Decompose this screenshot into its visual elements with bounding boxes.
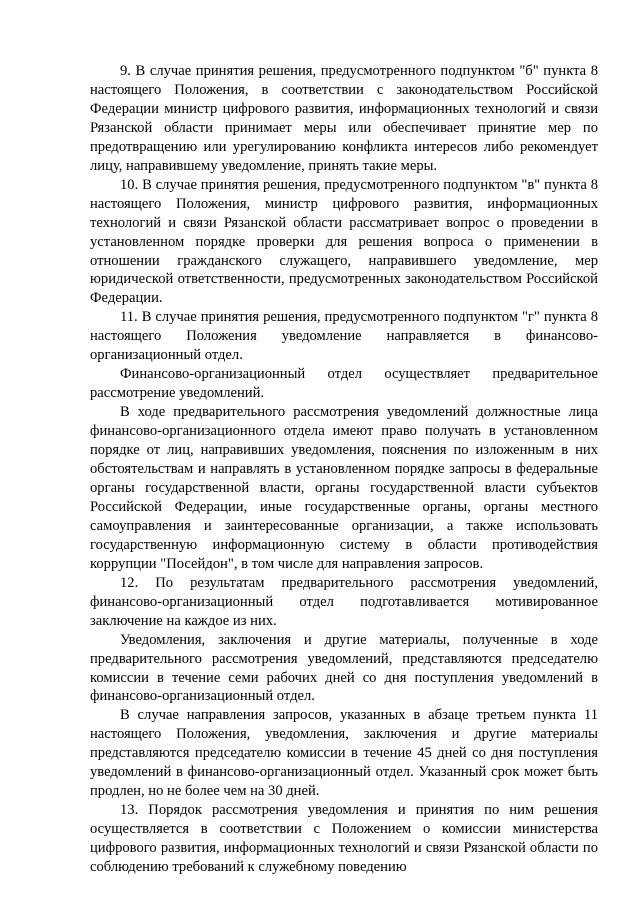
paragraph-item-12: 12. По результатам предварительного рассмотрения уведомлений, финансово-организационный отдел подготавливается мотивированное заключение на каждое из них. — [90, 574, 598, 629]
paragraph-item-9: 9. В случае принятия решения, предусмотренного подпунктом "б" пункта 8 настоящего Положения, в соответствии с законодательством Российской Федерации министр цифрового развития, информационных технологий и связи Рязанской области принимает меры или обеспечивает принятие мер по предотвращению или урегулированию конфликта интересов либо рекомендует лицу, направившему уведомление, принять такие меры. — [90, 63, 598, 174]
paragraph-review-rights: В ходе предварительного рассмотрения уведомлений должностные лица финансово-организационного отдела имеют право получать в установленном порядке от лиц, направивших уведомления, пояснения по изложенным в них обстоятельствам и направлять в установленном порядке запросы в федеральные органы государственной власти, органы государственной власти субъектов Российской Федерации, иные государственные органы, органы местного самоуправления и заинтересованные организации, а также использовать государственную информационную систему в области противодействия коррупции "Посейдон", в том числе для направления запросов. — [90, 404, 598, 572]
paragraph-materials-submission: Уведомления, заключения и другие материалы, полученные в ходе предварительного рассмотрения уведомлений, представляются председателю комиссии в течение семи рабочих дней со дня поступления уведомлений в финансово-организационный отдел. — [90, 631, 598, 705]
document-page — [90, 62, 598, 877]
paragraph-item-10: 10. В случае принятия решения, предусмотренного подпунктом "в" пункта 8 настоящего Положения, министр цифрового развития, информационных технологий и связи Рязанской области рассматривает вопрос о проведении в установленном порядке проверки для решения вопроса о применении в отношении гражданского служащего, направившего уведомление, мер юридической ответственности, предусмотренных законодательством Российской Федерации. — [90, 176, 598, 307]
paragraph-item-11: 11. В случае принятия решения, предусмотренного подпунктом "г" пункта 8 настоящего Положения уведомление направляется в финансово-организационный отдел. — [90, 309, 598, 364]
paragraph-item-13: 13. Порядок рассмотрения уведомления и принятия по ним решения осуществляется в соответствии с Положением о комиссии министерства цифрового развития, информационных технологий и связи Рязанской области по соблюдению требований к служебному поведению — [90, 802, 598, 876]
paragraph-preliminary-review: Финансово-организационный отдел осуществляет предварительное рассмотрение уведомлений. — [90, 366, 598, 402]
paragraph-requests-deadline: В случае направления запросов, указанных в абзаце третьем пункта 11 настоящего Положения, уведомления, заключения и другие материалы представляются председателю комиссии в течение 45 дней со дня поступления уведомлений в финансово-организационный отдел. Указанный срок может быть продлен, но не более чем на 30 дней. — [90, 707, 598, 800]
